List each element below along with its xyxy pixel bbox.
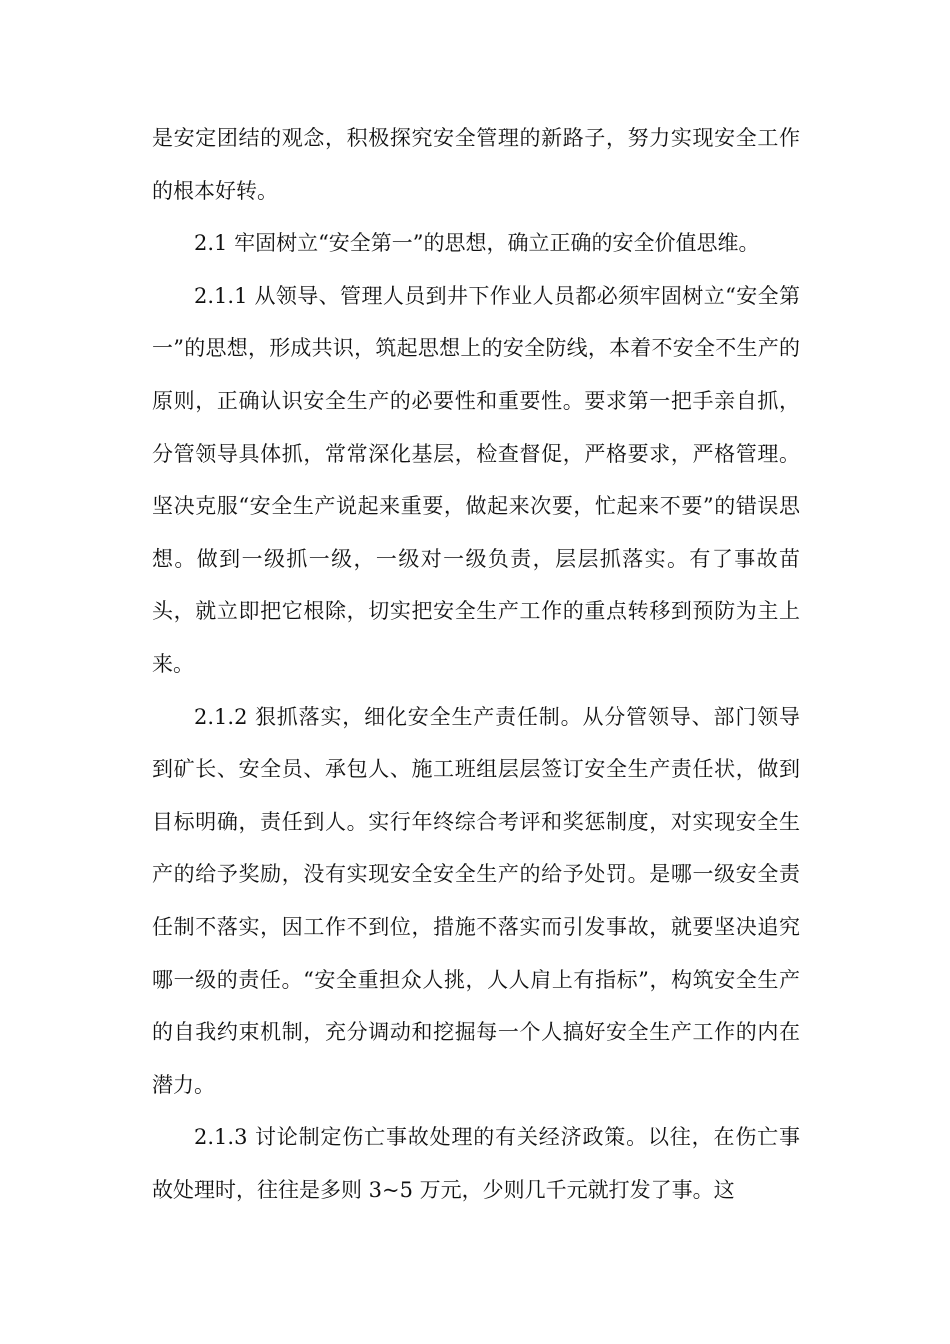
paragraph-2-1-1: 2.1.1 从领导、管理人员到井下作业人员都必须牢固树立“安全第一”的思想，形成共识，筑起思想上的安全防线，本着不安全不生产的原则，正确认识安全生产的必要性和重要性。要求第一把手亲自抓，分管领导具体抓，常常深化基层，检查督促，严格要求，严格管理。坚决克服“安全生产说起来重要，做起来次要，忙起来不要”的错误思想。做到一级抓一级，一级对一级负责，层层抓落实。有了事故苗头，就立即把它根除，切实把安全生产工作的重点转移到预防为主上来。: [152, 283, 800, 676]
paragraph-2-1-2: 2.1.2 狠抓落实，细化安全生产责任制。从分管领导、部门领导到矿长、安全员、承包人、施工班组层层签订安全生产责任状，做到目标明确，责任到人。实行年终综合考评和奖惩制度，对实现安全生产的给予奖励，没有实现安全安全生产的给予处罚。是哪一级安全责任制不落实，因工作不到位，措施不落实而引发事故，就要坚决追究哪一级的责任。“安全重担众人挑，人人肩上有指标”，构筑安全生产的自我约束机制，充分调动和挖掘每一个人搞好安全生产工作的内在潜力。: [152, 704, 800, 1097]
paragraph-heading-2-1: 2.1 牢固树立“安全第一”的思想，确立正确的安全价值思维。: [194, 231, 760, 256]
document-body: [152, 112, 800, 1216]
paragraph-2-1-3: 2.1.3 讨论制定伤亡事故处理的有关经济政策。以往，在伤亡事故处理时，往往是多则 3~5 万元，少则几千元就打发了事。这: [152, 1125, 800, 1202]
paragraph-continuation: 是安定团结的观念，积极探究安全管理的新路子，努力实现安全工作的根本好转。: [152, 126, 800, 203]
